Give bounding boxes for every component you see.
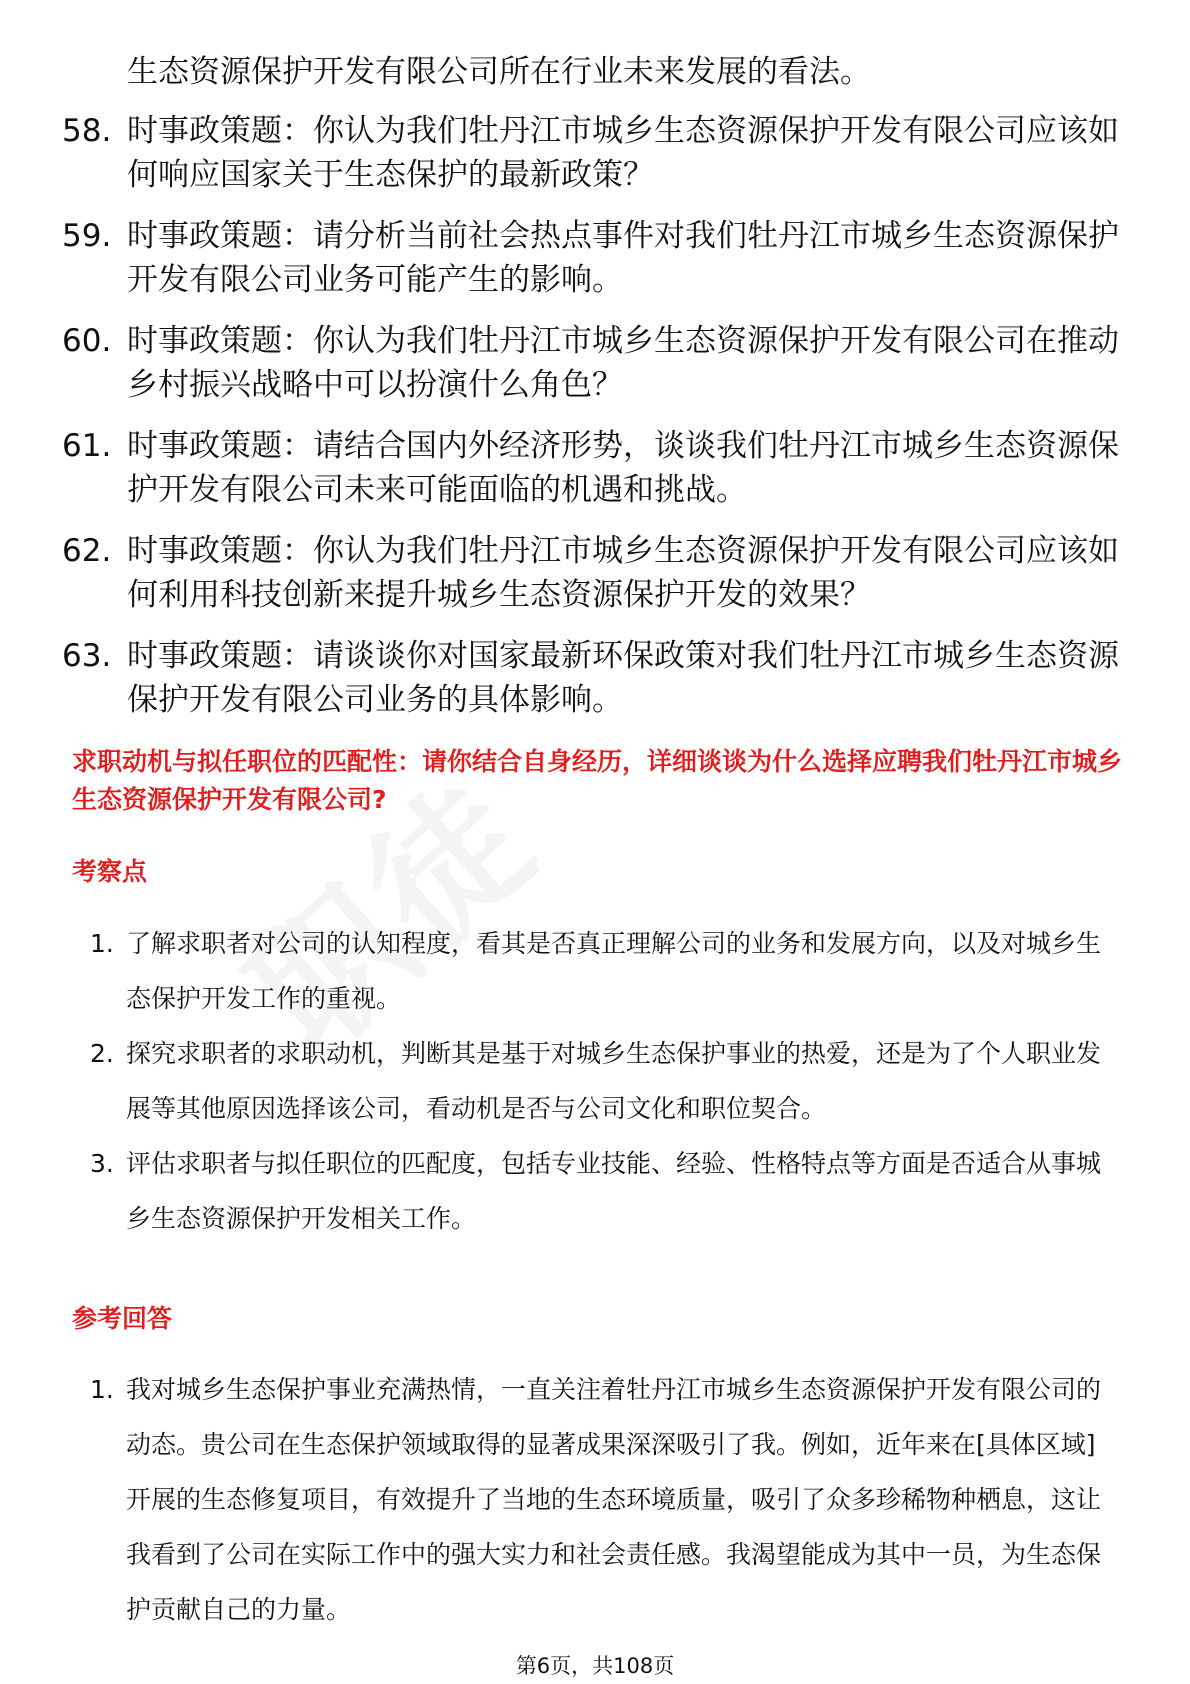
check-point-item (90, 1026, 1120, 1136)
question-number: 63. (62, 638, 112, 674)
question-number: 62. (62, 533, 112, 569)
answer-list (90, 1362, 1120, 1637)
section-heading: 求职动机与拟任职位的匹配性：请你结合自身经历，详细谈谈为什么选择应聘我们牡丹江市城乡生态资源保护开发有限公司? (72, 747, 1123, 814)
question-item (62, 109, 1122, 197)
question-text: 时事政策题：请分析当前社会热点事件对我们牡丹江市城乡生态资源保护开发有限公司业务可能产生的影响。 (127, 218, 1119, 298)
question-item (62, 424, 1122, 512)
check-point-number: 3. (90, 1149, 114, 1178)
question-text: 时事政策题：你认为我们牡丹江市城乡生态资源保护开发有限公司应该如何响应国家关于生态保护的最新政策？ (127, 113, 1119, 193)
check-point-number: 1. (90, 929, 114, 958)
page-footer: 第6页，共108页 (515, 1654, 675, 1678)
question-item (62, 50, 1122, 94)
question-text: 生态资源保护开发有限公司所在行业未来发展的看法。 (127, 54, 871, 90)
check-point-text: 评估求职者与拟任职位的匹配度，包括专业技能、经验、性格特点等方面是否适合从事城乡生态资源保护开发相关工作。 (126, 1149, 1102, 1233)
question-list (62, 50, 1122, 739)
check-point-text: 探究求职者的求职动机，判断其是基于对城乡生态保护事业的热爱，还是为了个人职业发展等其他原因选择该公司，看动机是否与公司文化和职位契合。 (126, 1039, 1102, 1123)
question-item (62, 214, 1122, 302)
check-point-item (90, 916, 1120, 1026)
question-number: 58. (62, 113, 112, 149)
question-item (62, 529, 1122, 617)
check-point-text: 了解求职者对公司的认知程度，看其是否真正理解公司的业务和发展方向，以及对城乡生态保护开发工作的重视。 (126, 929, 1102, 1013)
question-text: 时事政策题：请结合国内外经济形势，谈谈我们牡丹江市城乡生态资源保护开发有限公司未来可能面临的机遇和挑战。 (127, 428, 1119, 508)
check-points-label: 考察点 (72, 857, 148, 886)
question-item (62, 634, 1122, 722)
answer-item (90, 1362, 1120, 1637)
question-text: 时事政策题：你认为我们牡丹江市城乡生态资源保护开发有限公司应该如何利用科技创新来提升城乡生态资源保护开发的效果？ (127, 533, 1119, 613)
question-text: 时事政策题：你认为我们牡丹江市城乡生态资源保护开发有限公司在推动乡村振兴战略中可以扮演什么角色？ (127, 323, 1119, 403)
question-item (62, 319, 1122, 407)
check-point-number: 2. (90, 1039, 114, 1068)
question-text: 时事政策题：请谈谈你对国家最新环保政策对我们牡丹江市城乡生态资源保护开发有限公司业务的具体影响。 (127, 638, 1119, 718)
question-number: 60. (62, 323, 112, 359)
check-point-item (90, 1136, 1120, 1246)
answer-text: 我对城乡生态保护事业充满热情，一直关注着牡丹江市城乡生态资源保护开发有限公司的动态。贵公司在生态保护领域取得的显著成果深深吸引了我。例如，近年来在[具体区域]开展的生态修复项目，有效提升了当地的生态环境质量，吸引了众多珍稀物种栖息，这让我看到了公司在实际工作中的强大实力和社会责任感。我渴望能成为其中一员，为生态保护贡献自己的力量。 (126, 1375, 1102, 1624)
question-number: 59. (62, 218, 112, 254)
answer-label: 参考回答 (72, 1304, 173, 1333)
check-point-list (90, 916, 1120, 1246)
question-number: 61. (62, 428, 112, 464)
answer-number: 1. (90, 1375, 114, 1404)
